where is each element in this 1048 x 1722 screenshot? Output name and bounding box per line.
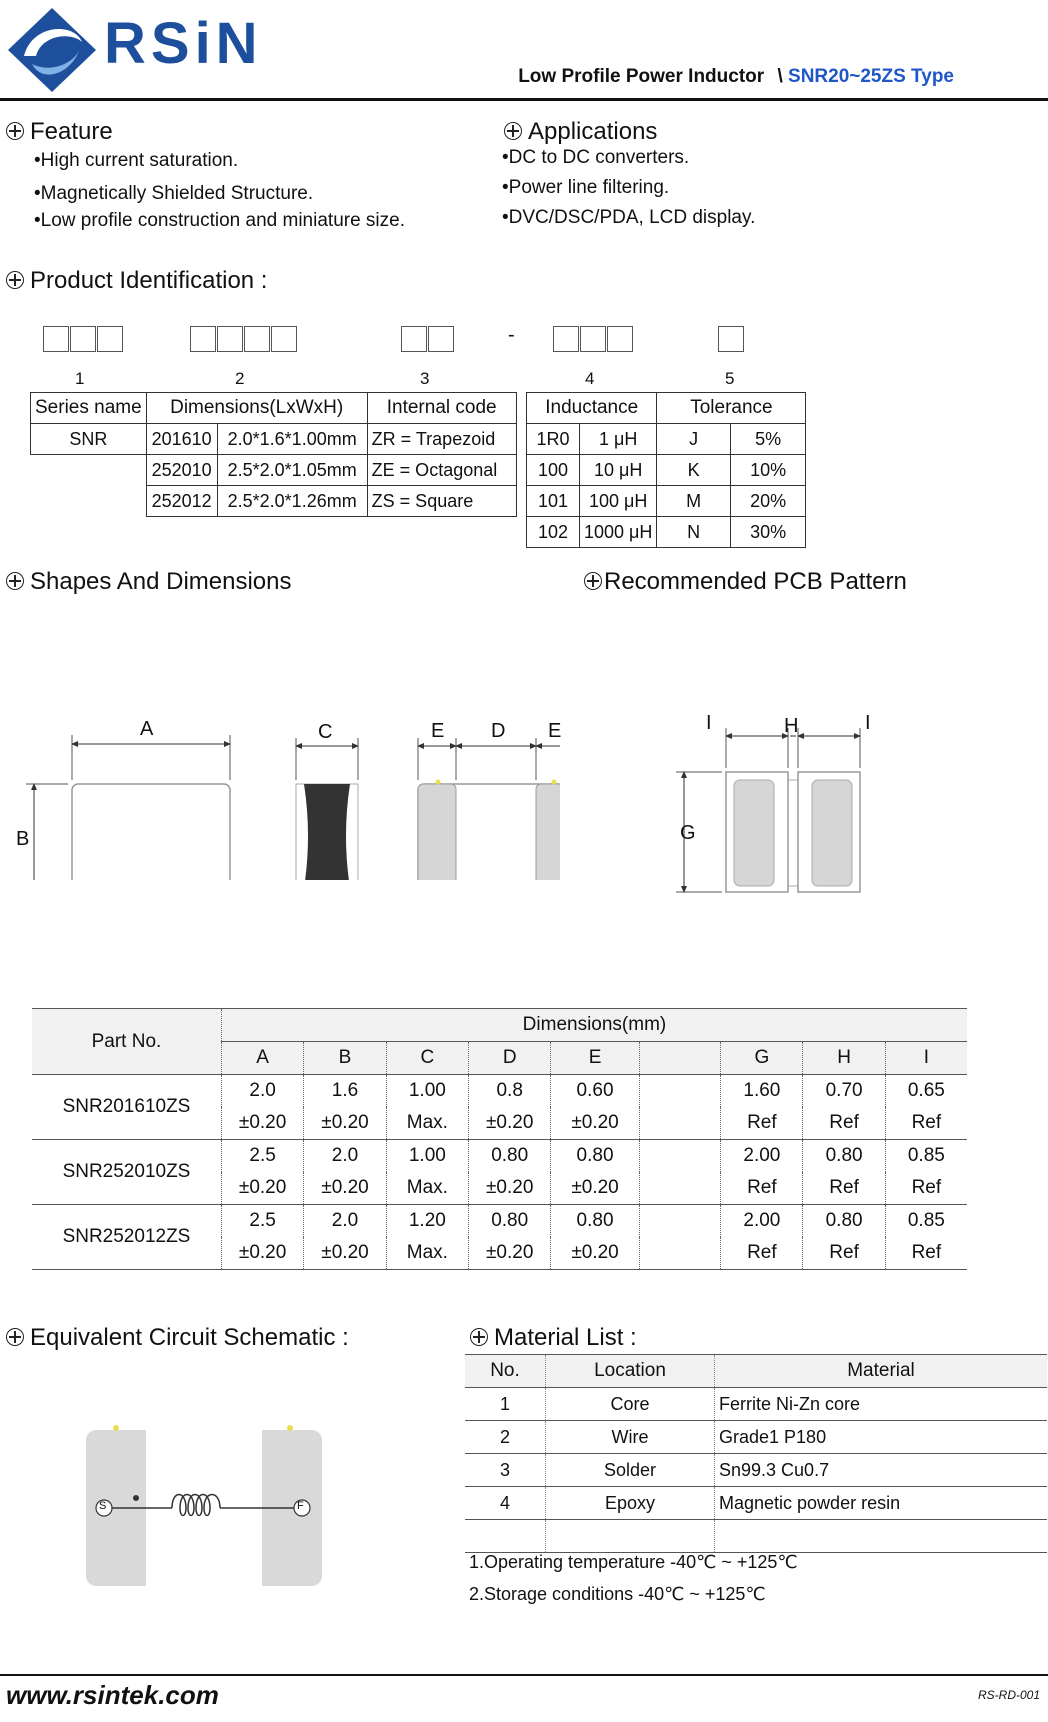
- label-g: G: [680, 822, 696, 844]
- ind-code: 1R0: [527, 424, 580, 455]
- inductance-tolerance-table: [526, 392, 806, 548]
- feature-item: •Magnetically Shielded Structure.: [34, 183, 314, 204]
- dim-tolerance: Ref: [721, 1237, 803, 1270]
- dim-value: [639, 1140, 721, 1173]
- tol-value: 30%: [730, 517, 806, 548]
- header-dimensions: Dimensions(LxWxH): [146, 393, 367, 424]
- code-number: 5: [725, 369, 735, 388]
- col-a: A: [221, 1042, 303, 1075]
- ind-value: 100 μH: [580, 486, 657, 517]
- internal-code: ZE = Octagonal: [367, 455, 516, 486]
- tol-code: J: [657, 424, 730, 455]
- label-e: E: [548, 720, 562, 742]
- label-e: E: [431, 720, 445, 742]
- dim-tolerance: ±0.20: [551, 1107, 639, 1140]
- dim-tolerance: ±0.20: [469, 1172, 551, 1205]
- material-no: 4: [499, 1492, 510, 1513]
- section-plus-icon: [6, 271, 24, 289]
- dim-value: 0.80: [469, 1140, 551, 1173]
- col-b: B: [304, 1042, 386, 1075]
- dim-value: 1.00: [386, 1140, 468, 1173]
- pcb-drawing: [660, 690, 960, 910]
- dim-value: 2.5*2.0*1.05mm: [217, 455, 367, 486]
- ind-code: 101: [527, 486, 580, 517]
- section-plus-icon: [584, 572, 602, 590]
- dim-tolerance: [639, 1237, 721, 1270]
- material-no: 2: [499, 1426, 510, 1447]
- footer-rule: [0, 1674, 1048, 1676]
- header-tolerance: Tolerance: [657, 393, 806, 424]
- dim-value: 0.85: [885, 1205, 967, 1238]
- product-id-title: Product Identification :: [6, 267, 267, 295]
- dim-tolerance: ±0.20: [469, 1237, 551, 1270]
- series-dim-table: [30, 392, 517, 517]
- dim-value: 1.60: [721, 1075, 803, 1108]
- dim-value: 0.65: [885, 1075, 967, 1108]
- dim-code: 201610: [146, 424, 217, 455]
- application-item: •Power line filtering.: [502, 177, 670, 198]
- dimension-table: [32, 1008, 967, 1270]
- dim-value: 2.5: [221, 1140, 303, 1173]
- dot-marker: [133, 1495, 139, 1501]
- material-title: Material List :: [470, 1324, 637, 1352]
- section-plus-icon: [6, 572, 24, 590]
- material-name: Sn99.3 Cu0.7: [715, 1454, 1048, 1487]
- part-no-header: Part No.: [91, 1030, 162, 1052]
- label-h: H: [784, 715, 799, 737]
- dim-value: [639, 1205, 721, 1238]
- shapes-drawing: [0, 640, 560, 880]
- header-inductance: Inductance: [527, 393, 657, 424]
- dim-tolerance: Ref: [885, 1237, 967, 1270]
- col-e: E: [551, 1042, 639, 1075]
- dim-tolerance: Ref: [721, 1107, 803, 1140]
- section-plus-icon: [6, 122, 24, 140]
- dim-tolerance: ±0.20: [304, 1237, 386, 1270]
- dim-code: 252012: [146, 486, 217, 517]
- section-plus-icon: [470, 1328, 488, 1346]
- dim-tolerance: Ref: [803, 1237, 885, 1270]
- col-i: I: [885, 1042, 967, 1075]
- label-a: A: [140, 718, 154, 740]
- material-name: Magnetic powder resin: [715, 1487, 1048, 1520]
- label-c: C: [318, 721, 333, 743]
- col-c: C: [386, 1042, 468, 1075]
- header-internal: Internal code: [367, 393, 516, 424]
- tol-value: 20%: [730, 486, 806, 517]
- code-boxes-4: [553, 326, 634, 357]
- code-number: 2: [235, 369, 245, 388]
- logo-icon: [2, 4, 102, 96]
- dim-value: 2.0: [304, 1140, 386, 1173]
- dim-value: 0.80: [803, 1140, 885, 1173]
- ind-code: 102: [527, 517, 580, 548]
- dim-value: 0.80: [803, 1205, 885, 1238]
- col-d: D: [469, 1042, 551, 1075]
- tol-value: 10%: [730, 455, 806, 486]
- logo-text: RSiN: [104, 11, 263, 76]
- ind-value: 1 μH: [580, 424, 657, 455]
- dim-tolerance: Max.: [386, 1172, 468, 1205]
- header-no: No.: [490, 1360, 520, 1381]
- code-dash: -: [508, 324, 515, 346]
- material-no: 3: [499, 1459, 510, 1480]
- circuit-title: Equivalent Circuit Schematic :: [6, 1324, 349, 1352]
- tol-code: K: [657, 455, 730, 486]
- label-b: B: [16, 828, 30, 850]
- header-series: Series name: [31, 393, 147, 424]
- applications-title: Applications: [504, 118, 657, 146]
- material-location: Epoxy: [546, 1487, 715, 1520]
- part-number: SNR201610ZS: [62, 1096, 191, 1117]
- tol-value: 5%: [730, 424, 806, 455]
- code-number: 1: [75, 369, 85, 388]
- pcb-title: Recommended PCB Pattern: [584, 568, 907, 596]
- section-plus-icon: [6, 1328, 24, 1346]
- code-boxes-1: [43, 326, 124, 357]
- code-boxes-5: [718, 326, 745, 357]
- dim-value: 2.5*2.0*1.26mm: [217, 486, 367, 517]
- dim-value: 2.0: [221, 1075, 303, 1108]
- dim-value: 1.20: [386, 1205, 468, 1238]
- dim-tolerance: ±0.20: [304, 1107, 386, 1140]
- code-boxes-3: [401, 326, 455, 357]
- material-location: Solder: [546, 1454, 715, 1487]
- dim-tolerance: ±0.20: [469, 1107, 551, 1140]
- dim-tolerance: ±0.20: [304, 1172, 386, 1205]
- ind-code: 100: [527, 455, 580, 486]
- feature-item: •High current saturation.: [34, 150, 239, 171]
- dim-tolerance: ±0.20: [551, 1172, 639, 1205]
- note-operating-temp: 1.Operating temperature -40℃ ~ +125℃: [469, 1552, 798, 1572]
- header-title: [518, 66, 954, 88]
- application-item: •DC to DC converters.: [502, 147, 690, 168]
- dim-tolerance: Ref: [885, 1172, 967, 1205]
- header-rule: [0, 98, 1048, 101]
- ind-value: 10 μH: [580, 455, 657, 486]
- dim-value: 2.00: [721, 1140, 803, 1173]
- dim-tolerance: Max.: [386, 1107, 468, 1140]
- material-location: Core: [546, 1388, 715, 1421]
- ind-value: 1000 μH: [580, 517, 657, 548]
- dim-value: 2.00: [721, 1205, 803, 1238]
- dim-tolerance: Max.: [386, 1237, 468, 1270]
- dim-tolerance: Ref: [721, 1172, 803, 1205]
- dim-value: 2.0*1.6*1.00mm: [217, 424, 367, 455]
- internal-code: ZS = Square: [367, 486, 516, 517]
- col-g: G: [721, 1042, 803, 1075]
- title-separator: \: [777, 66, 783, 87]
- section-plus-icon: [504, 122, 522, 140]
- dim-value: 0.80: [469, 1205, 551, 1238]
- start-label: S: [99, 1500, 107, 1512]
- part-number: SNR252012ZS: [62, 1226, 191, 1247]
- application-item: •DVC/DSC/PDA, LCD display.: [502, 207, 756, 228]
- dim-tolerance: [639, 1107, 721, 1140]
- dim-tolerance: ±0.20: [221, 1172, 303, 1205]
- header-material: Material: [715, 1355, 1048, 1388]
- material-name: Ferrite Ni-Zn core: [715, 1388, 1048, 1421]
- series-name: SNR: [31, 424, 147, 455]
- material-location: Wire: [546, 1421, 715, 1454]
- dim-tolerance: [639, 1172, 721, 1205]
- dim-value: 2.5: [221, 1205, 303, 1238]
- label-i: I: [865, 712, 871, 734]
- code-boxes-2: [190, 326, 298, 357]
- code-number: 4: [585, 369, 595, 388]
- finish-label: F: [297, 1500, 304, 1512]
- internal-code: ZR = Trapezoid: [367, 424, 516, 455]
- type-label: SNR20~25ZS Type: [788, 66, 954, 87]
- dim-tolerance: Ref: [803, 1107, 885, 1140]
- dimensions-header: Dimensions(mm): [221, 1009, 967, 1042]
- feature-item: •Low profile construction and miniature size.: [34, 210, 406, 231]
- doc-code: RS-RD-001: [977, 1688, 1040, 1702]
- col-blank: [639, 1042, 721, 1075]
- tol-code: N: [657, 517, 730, 548]
- dim-value: 0.60: [551, 1075, 639, 1108]
- dim-tolerance: Ref: [803, 1172, 885, 1205]
- note-storage: 2.Storage conditions -40℃ ~ +125℃: [469, 1584, 766, 1604]
- dim-tolerance: ±0.20: [221, 1237, 303, 1270]
- material-no: 1: [499, 1393, 510, 1414]
- header-location: Location: [546, 1355, 715, 1388]
- label-d: D: [491, 720, 506, 742]
- dim-value: 0.80: [551, 1140, 639, 1173]
- dim-code: 252010: [146, 455, 217, 486]
- material-name: Grade1 P180: [715, 1421, 1048, 1454]
- website-link[interactable]: www.rsintek.com: [6, 1680, 219, 1710]
- dim-value: 0.85: [885, 1140, 967, 1173]
- dim-tolerance: ±0.20: [221, 1107, 303, 1140]
- label-i: I: [706, 712, 712, 734]
- col-h: H: [803, 1042, 885, 1075]
- feature-title: Feature: [6, 118, 113, 146]
- dim-value: 0.80: [551, 1205, 639, 1238]
- dim-tolerance: Ref: [885, 1107, 967, 1140]
- dim-value: 1.00: [386, 1075, 468, 1108]
- doc-title: Low Profile Power Inductor: [518, 66, 765, 87]
- dim-value: 2.0: [304, 1205, 386, 1238]
- circuit-drawing: [80, 1418, 330, 1588]
- dim-value: 0.8: [469, 1075, 551, 1108]
- dim-value: 0.70: [803, 1075, 885, 1108]
- tol-code: M: [657, 486, 730, 517]
- part-number: SNR252010ZS: [62, 1161, 191, 1182]
- material-table: [465, 1354, 1047, 1553]
- dim-value: 1.6: [304, 1075, 386, 1108]
- dim-value: [639, 1075, 721, 1108]
- shapes-title: Shapes And Dimensions: [6, 568, 292, 596]
- code-number: 3: [420, 369, 430, 388]
- dim-tolerance: ±0.20: [551, 1237, 639, 1270]
